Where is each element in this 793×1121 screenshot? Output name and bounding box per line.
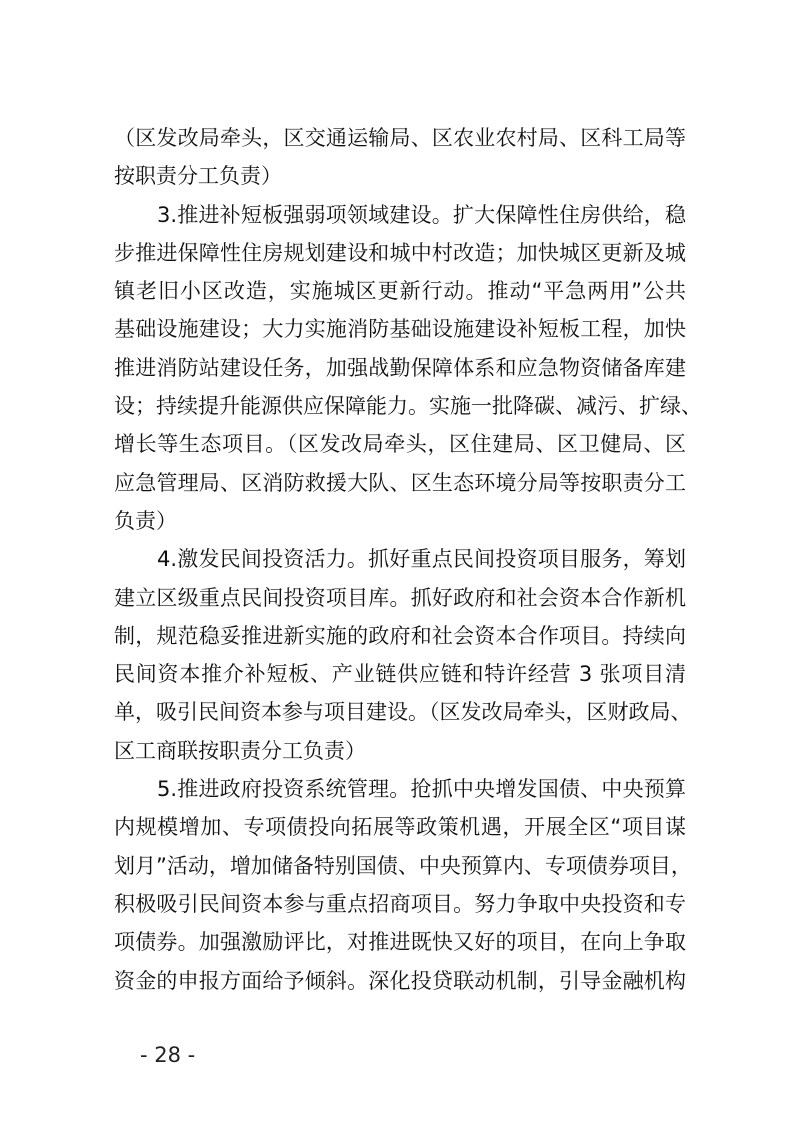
- text-line: 按职责分工负责）: [114, 164, 282, 189]
- text-line: （区发改局牵头，区交通运输局、区农业农村局、区科工局等: [114, 126, 686, 150]
- text-line: 区工商联按职责分工负责）: [114, 738, 366, 763]
- text-line: 设；持续提升能源供应保障能力。实施一批降碳、减污、扩绿、: [114, 394, 702, 419]
- text-line: 制，规范稳妥推进新实施的政府和社会资本合作项目。持续向: [114, 623, 686, 648]
- text-line: 积极吸引民间资本参与重点招商项目。努力争取中央投资和专: [114, 891, 686, 916]
- text-line: 项债券。加强激励评比，对推进既快又好的项目，在向上争取: [114, 930, 686, 955]
- text-line: 基础设施建设；大力实施消防基础设施建设补短板工程，加快: [114, 317, 686, 342]
- text-line: 民间资本推介补短板、产业链供应链和特许经营 3 张项目清: [114, 662, 686, 687]
- text-line: 内规模增加、专项债投向拓展等政策机遇，开展全区“项目谋: [114, 815, 686, 840]
- page-number: - 28 -: [140, 1043, 196, 1067]
- text-line: 增长等生态项目。（区发改局牵头，区住建局、区卫健局、区: [114, 432, 686, 457]
- text-line: 5.推进政府投资系统管理。抢抓中央增发国债、中央预算: [157, 777, 686, 802]
- text-line: 推进消防站建设任务，加强战勤保障体系和应急物资储备库建: [114, 355, 686, 380]
- text-line: 单，吸引民间资本参与项目建设。（区发改局牵头，区财政局、: [114, 700, 692, 725]
- text-line: 建立区级重点民间投资项目库。抓好政府和社会资本合作新机: [114, 585, 686, 610]
- body-text: [114, 119, 702, 1000]
- text-line: 4.激发民间投资活力。抓好重点民间投资项目服务，筹划: [157, 547, 686, 572]
- text-line: 3.推进补短板强弱项领域建设。扩大保障性住房供给，稳: [157, 202, 686, 227]
- text-line: 划月”活动，增加储备特别国债、中央预算内、专项债券项目，: [114, 853, 692, 878]
- text-line: 镇老旧小区改造，实施城区更新行动。推动“平急两用”公共: [114, 279, 686, 304]
- text-line: 资金的申报方面给予倾斜。深化投贷联动机制，引导金融机构: [114, 968, 686, 993]
- text-line: 负责）: [114, 508, 177, 533]
- text-line: 应急管理局、区消防救援大队、区生态环境分局等按职责分工: [114, 470, 686, 495]
- text-line: 步推进保障性住房规划建设和城中村改造；加快城区更新及城: [114, 240, 686, 265]
